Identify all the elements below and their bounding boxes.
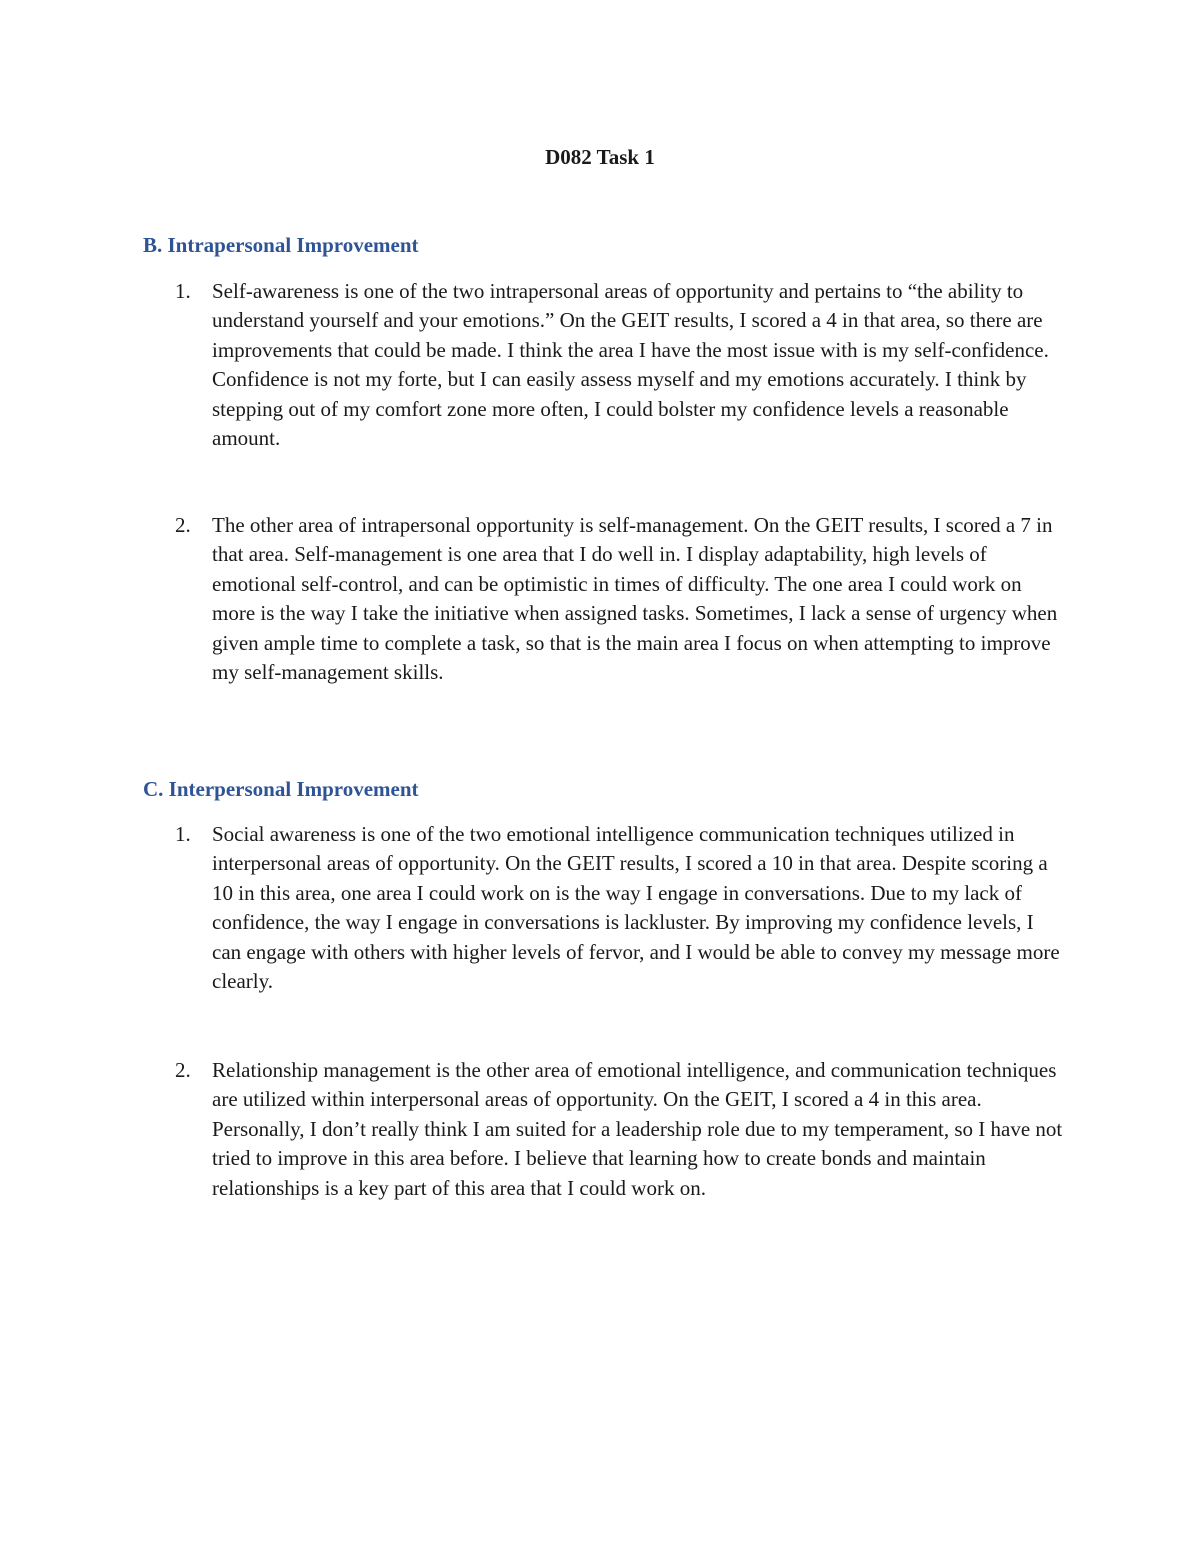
list-item-number: 2. bbox=[175, 513, 191, 537]
list-item-text: The other area of intrapersonal opportunity is self-management. On the GEIT results, I scored a 7 in that area. Self-management is one area that I do well in. I display adaptability, high levels of emotional self-control, and can be optimistic in times of difficulty. The one area I could work on more is the way I take the initiative when assigned tasks. Sometimes, I lack a sense of urgency when given ample time to complete a task, so that is the main area I focus on when attempting to improve my self-management skills. bbox=[212, 513, 1058, 685]
list-item-text: Self-awareness is one of the two intrapersonal areas of opportunity and pertains to “the ability to understand yourself and your emotions.” On the GEIT results, I scored a 4 in that area, so there are improvements that could be made. I think the area I have the most issue with is my self-confidence. Confidence is not my forte, but I can easily assess myself and my emotions accurately. I think by stepping out of my comfort zone more often, I could bolster my confidence levels a reasonable amount. bbox=[212, 279, 1049, 451]
list-item-text: Relationship management is the other area of emotional intelligence, and communication techniques are utilized within interpersonal areas of opportunity. On the GEIT, I scored a 4 in this area. Personally, I don’t really think I am suited for a leadership role due to my temperament, so I have not tried to improve in this area before. I believe that learning how to create bonds and maintain relationships is a key part of this area that I could work on. bbox=[212, 1058, 1063, 1200]
list-item bbox=[175, 820, 1065, 996]
list-item bbox=[175, 1056, 1065, 1203]
list-item-text: Social awareness is one of the two emotional intelligence communication techniques utilized in interpersonal areas of opportunity. On the GEIT results, I scored a 10 in that area. Despite scoring a 10 in this area, one area I could work on is the way I engage in conversations. Due to my lack of confidence, the way I engage in conversations is lackluster. By improving my confidence levels, I can engage with others with higher levels of fervor, and I would be able to convey my message more clearly. bbox=[212, 822, 1060, 994]
list-item bbox=[175, 511, 1065, 687]
list-item-number: 1. bbox=[175, 279, 191, 303]
section-heading-interpersonal: C. Interpersonal Improvement bbox=[143, 777, 419, 801]
list-item-number: 1. bbox=[175, 822, 191, 846]
list-item-number: 2. bbox=[175, 1058, 191, 1082]
list-item bbox=[175, 277, 1065, 453]
section-heading-intrapersonal: B. Intrapersonal Improvement bbox=[143, 233, 419, 257]
document-title: D082 Task 1 bbox=[545, 145, 655, 169]
